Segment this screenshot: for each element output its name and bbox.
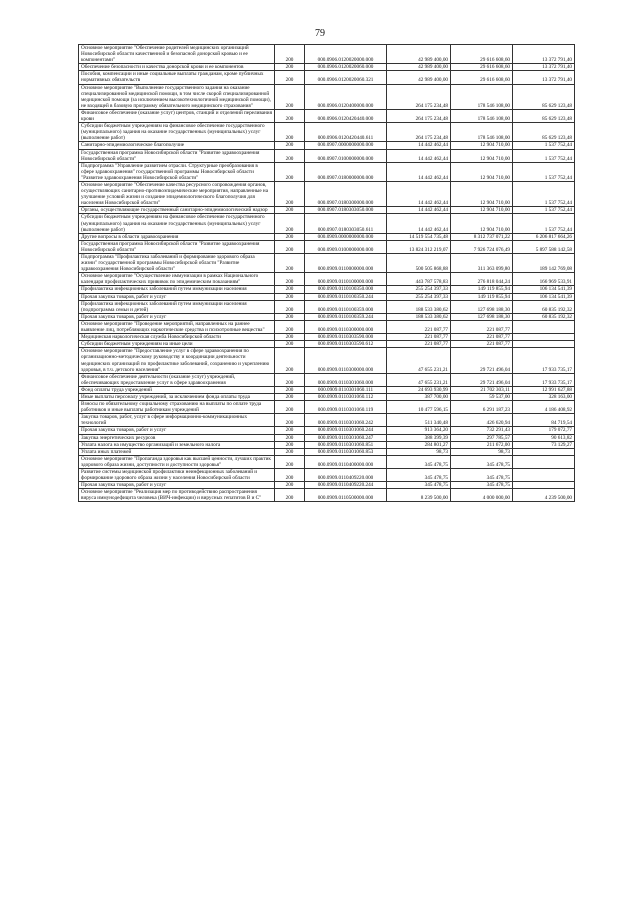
row-kbk-cell: 000.0909.0110303590.000 [305,334,387,341]
row-executed-cell: 21 702 303,11 [451,386,513,393]
table-row [79,45,575,64]
row-approved-cell: 14 442 462,44 [387,181,451,206]
row-remaining-cell: 13 372 791,40 [513,71,575,84]
row-approved-cell: 14 442 462,44 [387,142,451,149]
row-remaining-cell: 1 537 752,44 [513,142,575,149]
row-remaining-cell: 12 991 627,88 [513,386,575,393]
row-approved-cell: 511 340,48 [387,414,451,427]
table-row [79,455,575,468]
row-name-cell: Субсидии бюджетным учреждениям на финансовое обеспечение государственного (муниципального) задания на оказание государственных (муниципальных) услуг (выполнение работ) [79,214,275,233]
table-row [79,469,575,482]
row-name-cell: Органы, осуществляющие государственный санитарно-эпидемиологический надзор [79,207,275,214]
row-remaining-cell: 60 835 192,32 [513,313,575,320]
row-approved-cell: 188 533 380,62 [387,313,451,320]
row-code-cell: 200 [275,441,305,448]
row-remaining-cell: 84 719,54 [513,414,575,427]
row-kbk-cell: 000.0909.0110301060.112 [305,393,387,400]
row-executed-cell: 127 698 188,30 [451,313,513,320]
row-approved-cell: 47 655 231,21 [387,373,451,386]
row-remaining-cell [513,341,575,348]
table-row [79,207,575,214]
row-name-cell: Финансовое обеспечение деятельности (оказание услуг) учреждений, обеспечивающих предоставление услуг в сфере здравоохранения [79,373,275,386]
row-remaining-cell [513,320,575,333]
row-kbk-cell: 000.0909.0110301060.111 [305,386,387,393]
table-row [79,233,575,240]
row-kbk-cell: 000.0909.0110400000.000 [305,455,387,468]
row-name-cell: Медицинская наркологическая служба Новосибирской области [79,334,275,341]
table-row [79,109,575,122]
row-kbk-cell: 000.0909.0000000000.000 [305,233,387,240]
row-executed-cell: 276 818 044,24 [451,273,513,286]
row-executed-cell: 221 087,77 [451,334,513,341]
row-executed-cell: 221 087,77 [451,320,513,333]
row-remaining-cell: 1 537 752,44 [513,181,575,206]
row-name-cell: Прочая закупка товаров, работ и услуг [79,293,275,300]
row-name-cell: Субсидии бюджетным учреждениям на иные цели [79,341,275,348]
table-row [79,386,575,393]
table-row [79,334,575,341]
row-remaining-cell: 4 239 500,00 [513,489,575,502]
row-kbk-cell: 000.0909.0110100359.000 [305,300,387,313]
row-approved-cell: 42 989 400,00 [387,64,451,71]
row-remaining-cell: 179 072,77 [513,427,575,434]
table-row [79,434,575,441]
row-kbk-cell: 000.0909.0110100000.000 [305,273,387,286]
row-remaining-cell: 106 134 541,39 [513,293,575,300]
row-remaining-cell: 189 142 769,08 [513,254,575,273]
row-kbk-cell: 000.0909.0110100359.244 [305,313,387,320]
row-kbk-cell: 000.0909.0110301060.000 [305,373,387,386]
row-code-cell: 200 [275,181,305,206]
row-approved-cell: 345 478,75 [387,482,451,489]
row-executed-cell: 345 478,75 [451,482,513,489]
row-remaining-cell: 106 134 541,39 [513,286,575,293]
table-row [79,240,575,253]
row-code-cell: 200 [275,469,305,482]
row-executed-cell: 221 087,77 [451,341,513,348]
row-executed-cell: 7 926 724 076,49 [451,240,513,253]
row-kbk-cell: 000.0909.0110301060.119 [305,401,387,414]
row-kbk-cell: 000.0909.0110409220.000 [305,469,387,482]
row-approved-cell: 264 175 234,48 [387,123,451,142]
row-code-cell: 200 [275,214,305,233]
row-name-cell: Основное мероприятие "Пропаганда здоровья как высшей ценности, лучших практик здорового образа жизни, доступности и доступности здоровья" [79,455,275,468]
row-remaining-cell: 1 537 752,44 [513,162,575,181]
row-code-cell: 200 [275,123,305,142]
row-name-cell: Основное мероприятие "Реализация мер по противодействию распространения вируса иммунодефицита человека (ВИЧ-инфекции) и вирусных гепатитов В и С" [79,489,275,502]
row-name-cell: Развитие системы медицинской профилактики неинфекционных заболеваний и формирование здорового образа жизни у населения Новосибирской области [79,469,275,482]
row-name-cell: Государственная программа Новосибирской области "Развитие здравоохранения Новосибирской области" [79,149,275,162]
row-executed-cell: 8 312 737 071,22 [451,233,513,240]
row-remaining-cell: 4 186 408,92 [513,401,575,414]
row-code-cell: 200 [275,455,305,468]
row-approved-cell: 14 442 462,44 [387,162,451,181]
row-code-cell: 200 [275,341,305,348]
row-remaining-cell: 1 537 752,44 [513,149,575,162]
row-name-cell: Другие вопросы в области здравоохранения [79,233,275,240]
table-row [79,71,575,84]
row-name-cell: Основное мероприятие "Обеспечение качества ресурсного сопровождения органов, осуществляющих санитарно-противоэпидемические мероприятия, направленные на улучшение условий жизни и создание эпидемиологического благополучия для населения Новосибирской области" [79,181,275,206]
row-code-cell: 200 [275,273,305,286]
row-kbk-cell: 000.0906.0120020060.321 [305,71,387,84]
row-approved-cell: 13 824 312 219,07 [387,240,451,253]
row-approved-cell: 8 239 500,00 [387,489,451,502]
row-name-cell: Пособия, компенсации и иные социальные выплаты гражданам, кроме публичных нормативных обязательств [79,71,275,84]
row-approved-cell: 24 693 930,99 [387,386,451,393]
row-name-cell: Закупка энергетических ресурсов [79,434,275,441]
row-remaining-cell: 328 163,00 [513,393,575,400]
row-remaining-cell: 5 897 588 142,58 [513,240,575,253]
row-name-cell: Основное мероприятие "Осуществление иммунизации в рамках Национального календаря профилактических прививок по эпидемическим показаниям" [79,273,275,286]
table-row [79,293,575,300]
row-kbk-cell: 000.0909.0110500000.000 [305,489,387,502]
row-kbk-cell: 000.0907.0180000000.000 [305,162,387,181]
row-code-cell: 200 [275,109,305,122]
row-remaining-cell: 60 835 192,32 [513,300,575,313]
row-approved-cell: 42 989 400,00 [387,45,451,64]
row-kbk-cell: 000.0909.0110100350.000 [305,286,387,293]
row-code-cell: 200 [275,254,305,273]
row-remaining-cell [513,334,575,341]
row-approved-cell: 14 519 554 735,48 [387,233,451,240]
row-remaining-cell: 13 372 791,40 [513,64,575,71]
row-kbk-cell: 000.0907.0180303050.000 [305,207,387,214]
row-approved-cell: 14 442 462,44 [387,214,451,233]
row-approved-cell: 345 478,75 [387,469,451,482]
row-code-cell: 200 [275,401,305,414]
row-code-cell: 200 [275,348,305,373]
row-approved-cell: 264 175 234,48 [387,109,451,122]
row-code-cell: 200 [275,64,305,71]
row-code-cell: 200 [275,393,305,400]
row-name-cell: Профилактика инфекционных заболеваний путем иммунизации населения [79,286,275,293]
row-executed-cell: 4 000 000,00 [451,489,513,502]
row-code-cell: 200 [275,427,305,434]
row-approved-cell: 221 087,77 [387,334,451,341]
row-approved-cell: 14 442 462,44 [387,207,451,214]
table-row [79,273,575,286]
table-row [79,427,575,434]
row-kbk-cell: 000.0909.0110100350.244 [305,293,387,300]
table-row [79,142,575,149]
row-kbk-cell: 000.0909.0110301060.853 [305,448,387,455]
row-name-cell: Обеспечение безопасности и качества донорской крови и ее компонентов [79,64,275,71]
row-remaining-cell: 13 372 791,40 [513,45,575,64]
row-name-cell: Основное мероприятие "Выполнение государственного задания на оказание специализированной медицинской помощи, в том числе скорой специализированной медицинской помощи (за исключением высокотехнологичной медицинской помощи), не входящей в базовую программу обязательного медицинского страхования" [79,84,275,109]
row-name-cell: Прочая закупка товаров, работ и услуг [79,482,275,489]
row-remaining-cell [513,455,575,468]
row-executed-cell: 149 119 855,94 [451,286,513,293]
row-remaining-cell: 90 613,82 [513,434,575,441]
row-code-cell: 200 [275,386,305,393]
row-code-cell: 200 [275,313,305,320]
row-approved-cell: 98,73 [387,448,451,455]
table-row [79,401,575,414]
table-row [79,149,575,162]
table-row [79,214,575,233]
row-code-cell: 200 [275,320,305,333]
row-approved-cell: 221 087,77 [387,341,451,348]
row-executed-cell: 59 537,00 [451,393,513,400]
row-executed-cell: 12 904 710,00 [451,207,513,214]
table-row [79,441,575,448]
row-name-cell: Иные выплаты персоналу учреждений, за исключением фонда оплаты труда [79,393,275,400]
budget-table [78,44,575,502]
row-code-cell: 200 [275,233,305,240]
row-kbk-cell: 000.0909.0100000000.000 [305,240,387,253]
row-name-cell: Санитарно-эпидемиологическое благополучие [79,142,275,149]
row-name-cell: Профилактика инфекционных заболеваний путем иммунизации населения (подпрограмма семьи и детей) [79,300,275,313]
row-approved-cell: 255 254 397,33 [387,293,451,300]
row-executed-cell: 12 904 710,00 [451,214,513,233]
table-row [79,64,575,71]
row-name-cell: Прочая закупка товаров, работ и услуг [79,427,275,434]
row-approved-cell: 500 505 868,88 [387,254,451,273]
row-remaining-cell: 85 629 123,48 [513,84,575,109]
table-row [79,373,575,386]
row-name-cell: Фонд оплаты труда учреждений [79,386,275,393]
table-row [79,448,575,455]
row-executed-cell: 12 904 710,00 [451,162,513,181]
row-executed-cell: 345 478,75 [451,469,513,482]
row-remaining-cell: 17 933 735,17 [513,348,575,373]
row-approved-cell: 345 478,75 [387,455,451,468]
row-approved-cell: 264 175 234,48 [387,84,451,109]
row-executed-cell: 178 546 108,00 [451,109,513,122]
row-approved-cell: 42 989 400,00 [387,71,451,84]
row-kbk-cell: 000.0909.0110301060.247 [305,434,387,441]
table-row [79,286,575,293]
row-kbk-cell: 000.0907.0180300000.000 [305,181,387,206]
row-kbk-cell: 000.0906.0120420440.611 [305,123,387,142]
row-executed-cell: 178 546 108,00 [451,84,513,109]
row-kbk-cell: 000.0909.0110301060.851 [305,441,387,448]
row-remaining-cell: 85 629 123,48 [513,123,575,142]
row-executed-cell: 29 616 608,60 [451,45,513,64]
row-kbk-cell: 000.0909.0110303590.612 [305,341,387,348]
row-code-cell: 200 [275,373,305,386]
row-kbk-cell: 000.0909.0110000000.000 [305,254,387,273]
row-remaining-cell: 1 537 752,44 [513,207,575,214]
row-remaining-cell: 6 206 817 664,26 [513,233,575,240]
row-name-cell: Взносы по обязательному социальному страхованию на выплаты по оплате труда работников и иные выплаты работникам учреждений [79,401,275,414]
row-name-cell: Прочая закупка товаров, работ и услуг [79,313,275,320]
row-executed-cell: 29 616 608,60 [451,64,513,71]
row-name-cell: Подпрограмма "Управление развитием отрасли. Структурные преобразования в сфере здравоохранения" государственной программы Новосибирской области "Развитие здравоохранения Новосибирской области" [79,162,275,181]
row-remaining-cell [513,469,575,482]
row-approved-cell: 221 087,77 [387,320,451,333]
row-code-cell: 200 [275,286,305,293]
table-row [79,393,575,400]
row-executed-cell: 29 721 496,04 [451,373,513,386]
row-name-cell: Подпрограмма "Профилактика заболеваний и формирование здорового образа жизни" государственной программы Новосибирской области "Развитие здравоохранения Новосибирской области" [79,254,275,273]
table-row [79,482,575,489]
row-kbk-cell: 000.0907.0000000000.000 [305,142,387,149]
row-approved-cell: 188 533 380,62 [387,300,451,313]
row-name-cell: Основное мероприятие "Обеспечение родителей медицинских организаций Новосибирской области качественной и безопасной донорской кровью и ее компонентами" [79,45,275,64]
row-approved-cell: 14 442 462,44 [387,149,451,162]
row-code-cell: 200 [275,434,305,441]
table-row [79,341,575,348]
row-name-cell: Субсидии бюджетным учреждениям на финансовое обеспечение государственного (муниципального) задания на оказание государственных (муниципальных) услуг (выполнение работ) [79,123,275,142]
row-kbk-cell: 000.0907.0180303050.611 [305,214,387,233]
row-code-cell: 200 [275,293,305,300]
row-code-cell: 200 [275,448,305,455]
table-row [79,489,575,502]
row-executed-cell: 211 672,00 [451,441,513,448]
row-kbk-cell: 000.0906.0120020000.000 [305,45,387,64]
row-executed-cell: 29 721 496,04 [451,348,513,373]
row-executed-cell: 311 363 099,80 [451,254,513,273]
row-remaining-cell: 73 129,27 [513,441,575,448]
row-code-cell: 200 [275,207,305,214]
row-remaining-cell: 166 969 533,91 [513,273,575,286]
row-approved-cell: 284 801,27 [387,441,451,448]
row-kbk-cell: 000.0906.0120020060.000 [305,64,387,71]
row-code-cell: 200 [275,414,305,427]
row-executed-cell: 149 119 855,94 [451,293,513,300]
row-kbk-cell: 000.0909.0110301060.244 [305,427,387,434]
row-kbk-cell: 000.0909.0110300000.000 [305,348,387,373]
row-remaining-cell: 1 537 752,44 [513,214,575,233]
row-executed-cell: 29 616 608,60 [451,71,513,84]
row-code-cell: 200 [275,482,305,489]
table-row [79,313,575,320]
row-name-cell: Основное мероприятие "Предоставление услуг в сфере здравоохранения по организационно-методическому руководству и координации деятельности медицинских организаций по профилактике заболеваний, сохранению и укреплению здоровья, в т.ч. детского населения" [79,348,275,373]
row-code-cell: 200 [275,45,305,64]
table-row [79,254,575,273]
row-remaining-cell [513,482,575,489]
row-code-cell: 200 [275,149,305,162]
table-row [79,348,575,373]
table-row [79,300,575,313]
row-kbk-cell: 000.0906.0120400000.000 [305,84,387,109]
row-executed-cell: 98,73 [451,448,513,455]
row-approved-cell: 388 399,39 [387,434,451,441]
row-name-cell: Уплата налога на имущество организаций и земельного налога [79,441,275,448]
row-kbk-cell: 000.0907.0100000000.000 [305,149,387,162]
row-name-cell: Уплата иных платежей [79,448,275,455]
row-executed-cell: 178 546 108,00 [451,123,513,142]
row-remaining-cell: 17 933 735,17 [513,373,575,386]
table-row [79,123,575,142]
row-code-cell: 200 [275,142,305,149]
row-executed-cell: 345 478,75 [451,455,513,468]
row-name-cell: Закупка товаров, работ, услуг в сфере информационно-коммуникационных технологий [79,414,275,427]
row-kbk-cell: 000.0909.0110301060.242 [305,414,387,427]
row-executed-cell: 12 904 710,00 [451,149,513,162]
row-name-cell: Государственная программа Новосибирской области "Развитие здравоохранения Новосибирской области" [79,240,275,253]
row-executed-cell: 426 620,94 [451,414,513,427]
row-remaining-cell [513,448,575,455]
row-approved-cell: 913 364,20 [387,427,451,434]
row-executed-cell: 127 698 188,30 [451,300,513,313]
table-row [79,181,575,206]
budget-table-body [79,45,575,502]
row-code-cell: 200 [275,240,305,253]
row-approved-cell: 10 477 596,15 [387,401,451,414]
row-kbk-cell: 000.0909.0110300000.000 [305,320,387,333]
row-kbk-cell: 000.0906.0120420440.000 [305,109,387,122]
row-code-cell: 200 [275,84,305,109]
row-approved-cell: 47 655 231,21 [387,348,451,373]
row-executed-cell: 12 904 710,00 [451,181,513,206]
table-row [79,162,575,181]
row-name-cell: Финансовое обеспечение (оказание услуг) центров, станций и отделений переливания крови [79,109,275,122]
row-executed-cell: 6 291 187,23 [451,401,513,414]
table-row [79,84,575,109]
row-approved-cell: 387 700,00 [387,393,451,400]
row-code-cell: 200 [275,71,305,84]
page-number: 79 [315,28,325,39]
row-remaining-cell: 85 629 123,48 [513,109,575,122]
row-code-cell: 200 [275,334,305,341]
table-row [79,414,575,427]
row-executed-cell: 297 785,57 [451,434,513,441]
row-executed-cell: 12 904 710,00 [451,142,513,149]
row-executed-cell: 732 291,43 [451,427,513,434]
table-row [79,320,575,333]
row-approved-cell: 443 787 578,83 [387,273,451,286]
row-code-cell: 200 [275,300,305,313]
row-approved-cell: 255 254 397,33 [387,286,451,293]
row-code-cell: 200 [275,489,305,502]
row-code-cell: 200 [275,162,305,181]
row-kbk-cell: 000.0909.0110409220.244 [305,482,387,489]
row-name-cell: Основное мероприятие "Проведение мероприятий, направленных на раннее выявление лиц, потребляющих наркотические средства и психотропные вещества" [79,320,275,333]
